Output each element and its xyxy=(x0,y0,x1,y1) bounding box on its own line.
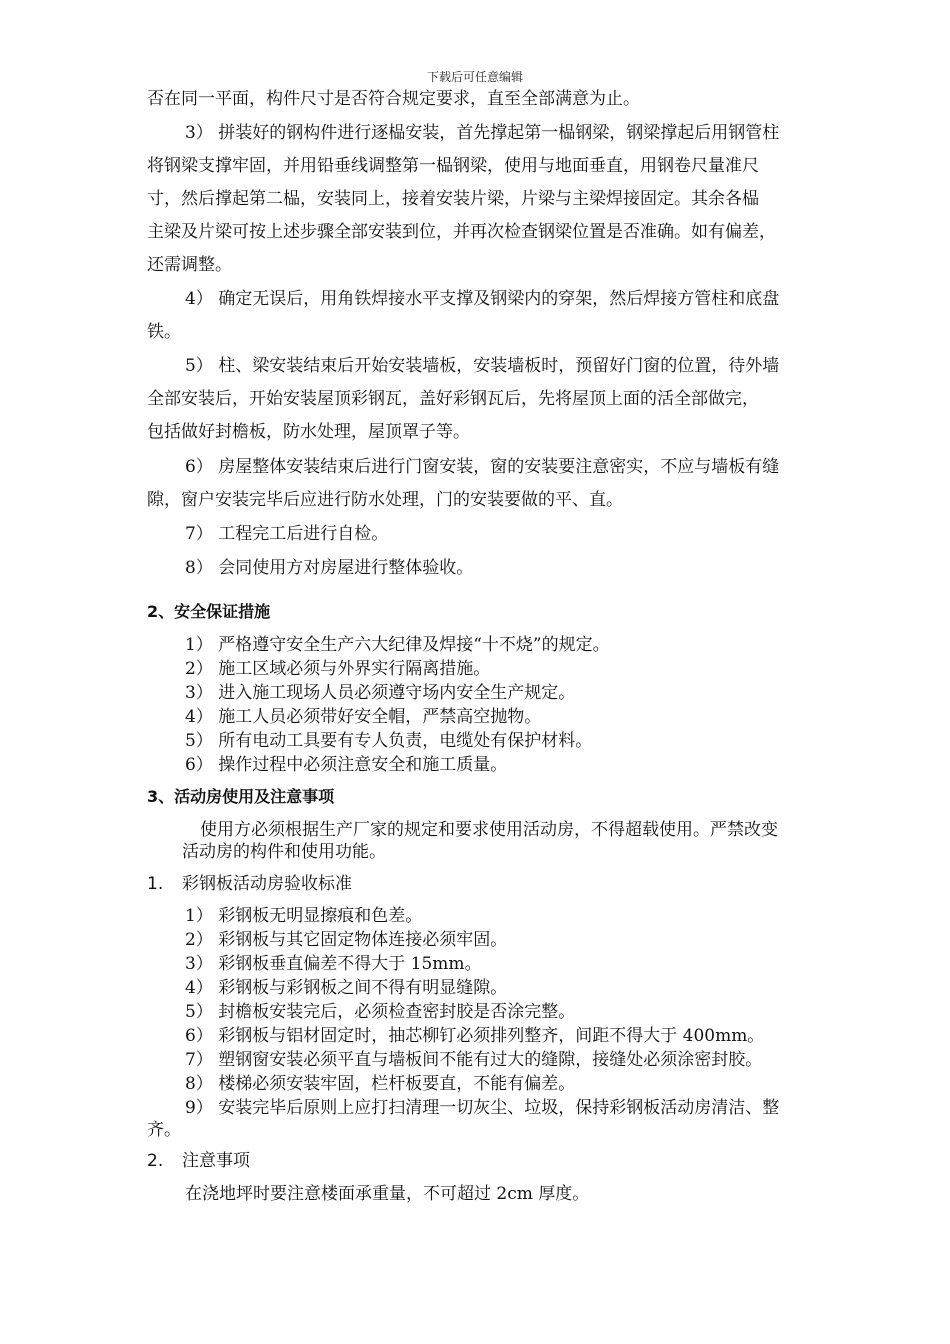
step-7-line: 7） 工程完工后进行自检。 xyxy=(185,524,389,544)
step-3-line: 将钢梁支撑牢固，并用铅垂线调整第一榀钢梁，使用与地面垂直，用钢卷尺量准尺 xyxy=(147,156,759,176)
list-item: 5） 所有电动工具要有专人负责，电缆处有保护材料。 xyxy=(185,731,593,751)
list-item: 8） 楼梯必须安装牢固，栏杆板要直，不能有偏差。 xyxy=(185,1074,576,1094)
list-item: 4） 彩钢板与彩钢板之间不得有明显缝隙。 xyxy=(185,978,508,998)
list-item: 2） 施工区域必须与外界实行隔离措施。 xyxy=(185,659,491,679)
step-3-line: 还需调整。 xyxy=(147,255,232,275)
list-item-continuation: 齐。 xyxy=(147,1120,181,1140)
step-3-line: 3） 拼装好的钢构件进行逐榀安装，首先撑起第一榀钢梁，钢梁撑起后用钢管柱 xyxy=(185,123,780,143)
list-item: 4） 施工人员必须带好安全帽，严禁高空抛物。 xyxy=(185,707,542,727)
step-3-line: 主梁及片梁可按上述步骤全部安装到位，并再次检查钢梁位置是否准确。如有偏差， xyxy=(147,222,776,242)
subsection-1-title: 彩钢板活动房验收标准 xyxy=(182,874,352,894)
page-header: 下载后可任意编辑 xyxy=(426,70,523,84)
step-8-line: 8） 会同使用方对房屋进行整体验收。 xyxy=(185,558,474,578)
step-5-line: 全部安装后，开始安装屋顶彩钢瓦，盖好彩钢瓦后，先将屋顶上面的活全部做完， xyxy=(147,389,759,409)
section-3-intro: 使用方必须根据生产厂家的规定和要求使用活动房，不得超载使用。严禁改变 xyxy=(200,820,778,840)
section-2-heading: 2、安全保证措施 xyxy=(147,602,271,621)
note-text: 在浇地坪时要注意楼面承重量，不可超过 2cm 厚度。 xyxy=(185,1184,590,1204)
step-6-line: 隙，窗户安装完毕后应进行防水处理，门的安装要做的平、直。 xyxy=(147,490,623,510)
step-4-line: 铁。 xyxy=(147,322,181,342)
list-item: 9） 安装完毕后原则上应打扫清理一切灰尘、垃圾，保持彩钢板活动房清洁、整 xyxy=(185,1098,780,1118)
list-item: 5） 封檐板安装完后，必须检查密封胶是否涂完整。 xyxy=(185,1002,576,1022)
subsection-1-number: 1. xyxy=(147,874,164,894)
step-5-line: 包括做好封檐板，防水处理，屋顶罩子等。 xyxy=(147,422,470,442)
list-item: 1） 彩钢板无明显擦痕和色差。 xyxy=(185,906,423,926)
step-6-line: 6） 房屋整体安装结束后进行门窗安装，窗的安装要注意密实，不应与墙板有缝 xyxy=(185,457,780,477)
subsection-2-number: 2. xyxy=(147,1151,164,1171)
list-item: 6） 彩钢板与铝材固定时，抽芯柳钉必须排列整齐，间距不得大于 400mm。 xyxy=(185,1026,765,1046)
step-4-line: 4） 确定无误后，用角铁焊接水平支撑及钢梁内的穿架，然后焊接方管柱和底盘 xyxy=(185,289,780,309)
list-item: 3） 彩钢板垂直偏差不得大于 15mm。 xyxy=(185,954,482,974)
step-5-line: 5） 柱、梁安装结束后开始安装墙板，安装墙板时，预留好门窗的位置，待外墙 xyxy=(185,356,780,376)
list-item: 2） 彩钢板与其它固定物体连接必须牢固。 xyxy=(185,930,508,950)
list-item: 7） 塑钢窗安装必须平直与墙板间不能有过大的缝隙，接缝处必须涂密封胶。 xyxy=(185,1050,763,1070)
subsection-2-title: 注意事项 xyxy=(182,1151,250,1171)
list-item: 6） 操作过程中必须注意安全和施工质量。 xyxy=(185,755,508,775)
section-3-intro: 活动房的构件和使用功能。 xyxy=(182,842,386,862)
list-item: 1） 严格遵守安全生产六大纪律及焊接“十不烧”的规定。 xyxy=(185,635,610,655)
step-3-line: 寸，然后撑起第二榀，安装同上，接着安装片梁，片梁与主梁焊接固定。其余各榀 xyxy=(147,189,759,209)
paragraph-line: 否在同一平面，构件尺寸是否符合规定要求，直至全部满意为止。 xyxy=(147,89,640,109)
list-item: 3） 进入施工现场人员必须遵守场内安全生产规定。 xyxy=(185,683,576,703)
section-3-heading: 3、活动房使用及注意事项 xyxy=(147,787,335,806)
